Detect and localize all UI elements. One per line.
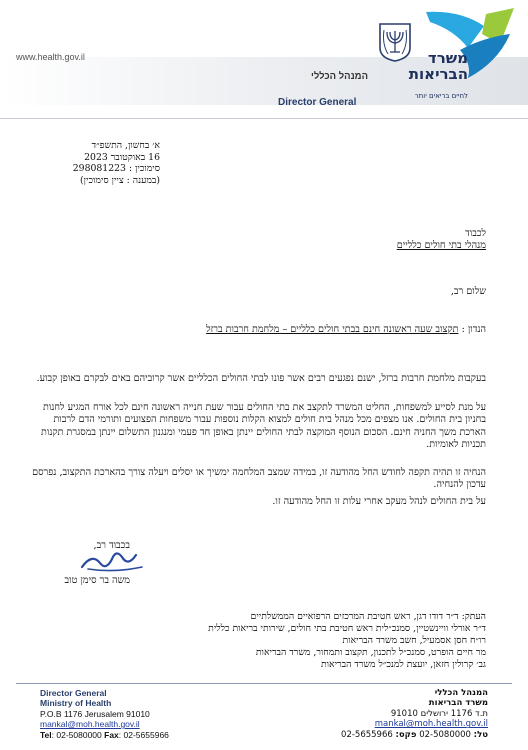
footer-org-en: Ministry of Health — [40, 698, 112, 709]
footer-hebrew — [280, 688, 488, 740]
website-url: www.health.gov.il — [16, 52, 85, 62]
tel-number-en: : 02-5080000 — [51, 729, 102, 740]
reference-note: (במענה : ציין סימוכין) — [80, 174, 160, 186]
date-reference-block — [40, 140, 160, 186]
department-hebrew: המנהל הכללי — [310, 71, 368, 82]
footer-phone-he — [280, 730, 488, 740]
footer-english — [40, 688, 240, 740]
cc-recipient: גב׳ קרולין חזאן, יועצת למנכ״ל משרד הבריאות — [320, 658, 486, 670]
addressee-name: מנהלי בתי חולים כלליים — [396, 240, 486, 252]
department-english: Director General — [278, 97, 357, 108]
footer-title-en: Director General — [40, 688, 107, 698]
handwritten-signature — [78, 545, 148, 575]
footer-org-he: משרד הבריאות — [428, 698, 488, 709]
ministry-tagline: לחיים בריאים יותר — [414, 92, 468, 100]
addressee-to: לכבוד — [465, 228, 486, 239]
fax-label-en: Fax — [104, 729, 119, 740]
cc-recipient: ד״ר אורלי וויינשטיין, סמנכ״לית ראש חטיבת בתי חולים, שירותי בריאות כללית — [208, 622, 486, 634]
cc-line-1 — [20, 611, 486, 623]
greeting: שלום רב, — [450, 286, 486, 297]
cc-block — [20, 611, 486, 671]
subject-line — [20, 324, 486, 336]
footer-email-he[interactable]: mankal@moh.health.gov.il — [374, 719, 488, 730]
tel-label-he: טל: — [473, 729, 488, 740]
subject-label: הנדון : — [461, 324, 486, 335]
cc-recipient: מר חיים הופרט, סמנכ״ל לתכנון, תקצוב ותמחור, משרד הבריאות — [255, 646, 486, 658]
closing: בכבוד רב, — [93, 540, 130, 551]
footer-title-he: המנהל הכללי — [434, 688, 488, 698]
body-paragraph-1: בעקבות מלחמת חרבות ברזל, ישנם נפגעים רבים אשר פונו לבתי החולים הכלליים אשר קרוביהם באים לבקרם באופן קבוע. — [36, 373, 486, 384]
footer-address-he: ת.ד 1176 ירושלים 91010 — [390, 708, 488, 719]
signer-name: משה בר סימן טוב — [64, 575, 130, 586]
fax-number-en: : 02-5655966 — [118, 729, 169, 740]
footer-divider — [16, 683, 512, 684]
reference-number: סימוכין : 298081223 — [72, 163, 160, 174]
addressee-block — [200, 228, 486, 253]
cc-recipient: ד״ר דודו דגן, ראש חטיבת המרכזים הרפואיים הממשלתיים — [250, 611, 459, 622]
ministry-name-line2: הבריאות — [408, 65, 468, 83]
footer-address-en: P.O.B 1176 Jerusalem 91010 — [40, 708, 150, 719]
tel-number-he: 02-5080000 — [419, 729, 471, 740]
ministry-name-line1: משרד — [427, 49, 468, 67]
cc-label: העתק: — [461, 611, 486, 622]
body-paragraph-3: הנחיה זו תהיה תקפה לחודש החל מהודעה זו, במידה שמצב המלחמה ימשיך או יסלים ויעלה צורך בהארכת התקצוב, נפרסם עדכון להנחיה. — [32, 467, 486, 491]
footer-email-en[interactable]: mankal@moh.health.gov.il — [40, 719, 140, 730]
subject-text: תקצוב שעה ראשונה חינם בבתי חולים כלליים – מלחמת חרבות ברזל — [206, 324, 459, 335]
tel-label-en: Tel — [40, 729, 52, 740]
fax-label-he: פקס: — [395, 729, 417, 740]
body-paragraph-2: על מנת לסייע למשפחות, החליט המשרד לתקצב את בתי החולים עבור שעת חנייה ראשונה חינם לכל אורח המגיע לחנות בחניון בית החולים. אנו מצפים מכל מנהל בית חולים למצוא הקלות נוספות עבור משפחות הפצועים ותורמי הדם לרבות הארכת משך החניה חינם. הסכום הנוסף המוקצה לבתי החולים יינתן באופן חד פעמי ומנגנון התשלום יינתן במסגרת תקנות תכניות לאומיות. — [41, 402, 486, 451]
body-paragraph-4: על בית החולים לנהל מעקב אחרי עלות זו החל מהודעה זו. — [272, 496, 486, 507]
fax-number-he: 02-5655966 — [341, 729, 393, 740]
gregorian-date: 16 באוקטובר 2023 — [84, 151, 160, 163]
header-divider — [0, 118, 528, 119]
hebrew-date: א׳ בחשון, התשפ״ד — [91, 140, 160, 151]
footer-phone-en — [40, 730, 240, 740]
cc-recipient: רו״ח חסן אסמעיל, חשב משרד הבריאות — [342, 634, 486, 646]
ministry-name — [398, 50, 468, 82]
